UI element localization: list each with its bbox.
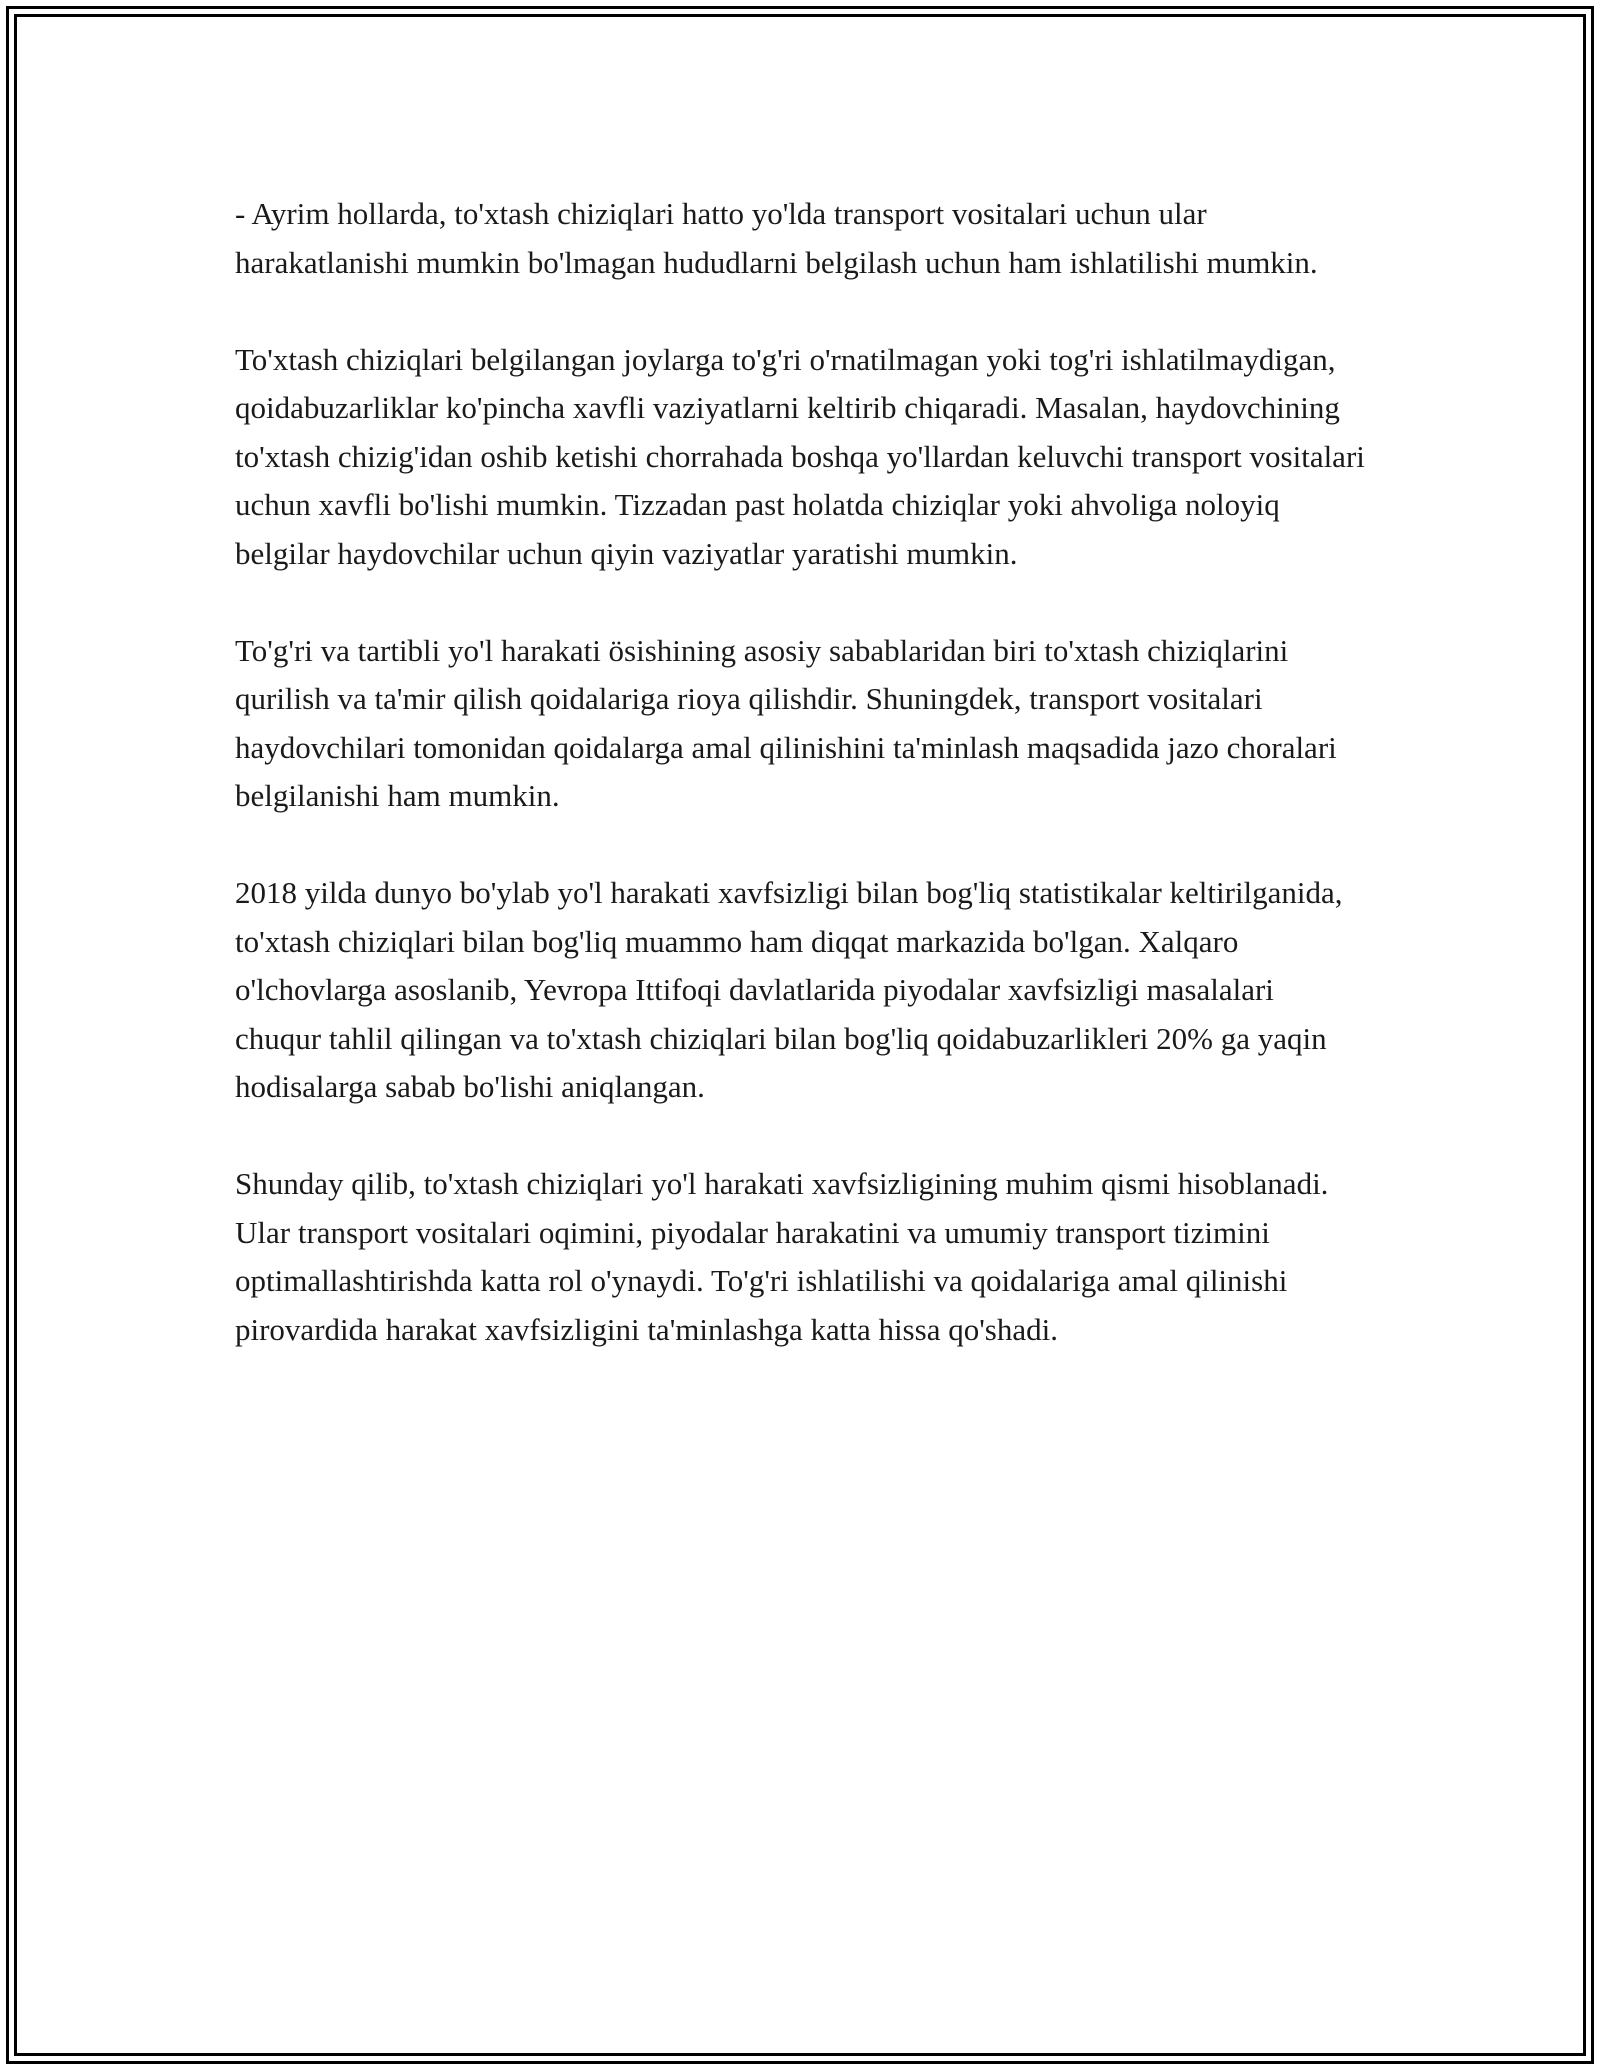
paragraph-3: To'g'ri va tartibli yo'l harakati ösishining asosiy sabablaridan biri to'xtash chiziqlarini qurilish va ta'mir qilish qoidalariga rioya qilishdir. Shuningdek, transport vositalari haydovchilari tomonidan qoidalarga amal qilinishini ta'minlash maqsadida jazo choralari belgilanishi ham mumkin. <box>235 632 1337 813</box>
paragraph-4: 2018 yilda dunyo bo'ylab yo'l harakati xavfsizligi bilan bog'liq statistikalar keltirilganida, to'xtash chiziqlari bilan bog'liq muammo ham diqqat markazida bo'lgan. Xalqaro o'lchovlarga asoslanib, Yevropa Ittifoqi davlatlarida piyodalar xavfsizligi masalalari chuqur tahlil qilingan va to'xtash chiziqlari bilan bog'liq qoidabuzarlikleri 20% ga yaqin hodisalarga sabab bo'lishi aniqlangan. <box>235 875 1343 1104</box>
document-body <box>235 190 1365 1403</box>
paragraph-2: To'xtash chiziqlari belgilangan joylarga to'g'ri o'rnatilmagan yoki tog'ri ishlatilmaydigan, qoidabuzarliklar ko'pincha xavfli vaziyatlarni keltirib chiqaradi. Masalan, haydovchining to'xtash chizig'idan oshib ketishi chorrahada boshqa yo'llardan keluvchi transport vositalari uchun xavfli bo'lishi mumkin. Tizzadan past holatda chiziqlar yoki ahvoliga noloyiq belgilar haydovchilar uchun qiyin vaziyatlar yaratishi mumkin. <box>235 341 1365 571</box>
paragraph-5: Shunday qilib, to'xtash chiziqlari yo'l harakati xavfsizligining muhim qismi hisoblanadi. Ular transport vositalari oqimini, piyodalar harakatini va umumiy transport tizimini optimallashtirishda katta rol o'ynaydi. To'g'ri ishlatilishi va qoidalariga amal qilinishi pirovardida harakat xavfsizligini ta'minlashga katta hissa qo'shadi. <box>235 1166 1329 1347</box>
paragraph-1: - Ayrim hollarda, to'xtash chiziqlari hatto yo'lda transport vositalari uchun ular harakatlanishi mumkin bo'lmagan hududlarni belgilash uchun ham ishlatilishi mumkin. <box>235 196 1318 280</box>
